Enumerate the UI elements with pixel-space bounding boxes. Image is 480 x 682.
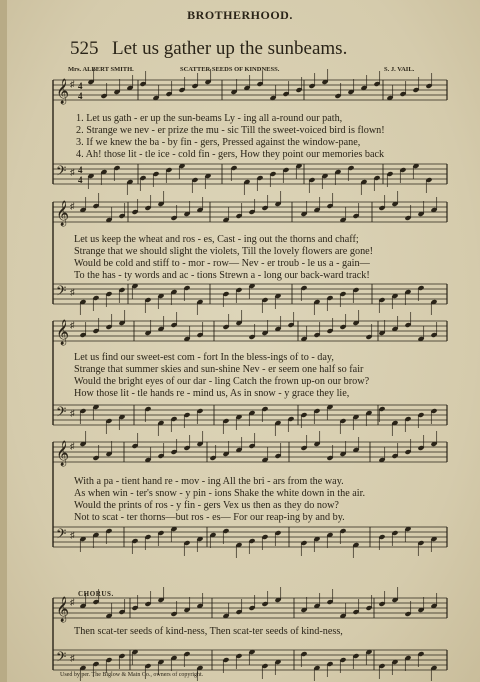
- sharp-sign: ♯: [70, 287, 75, 297]
- lyric-line: As when win - ter's snow - y pin - ions Shake the white down in the air.: [74, 488, 366, 499]
- lyric-line: Strange that we should slight the violets, Till the lovely flowers are gone!: [74, 246, 374, 257]
- sharp-sign: ♯: [70, 167, 75, 177]
- lyric-line: Not to scat - ter thorns—but ros - es— For our reap-ing by and by.: [74, 512, 345, 523]
- bass-clef: 𝄢: [56, 649, 67, 668]
- lyric-line: 1. Let us gath - er up the sun-beams Ly - ing all a-round our path,: [76, 113, 343, 124]
- sharp-sign: ♯: [70, 597, 75, 607]
- sharp-sign: ♯: [70, 79, 75, 89]
- treble-clef: 𝄞: [56, 441, 70, 466]
- hymn-title: Let us gather up the sunbeams.: [112, 38, 348, 59]
- bass-clef: 𝄢: [56, 283, 67, 302]
- chorus-lyric-line: Then scat-ter seeds of kind-ness, Then scat-ter seeds of kind-ness,: [74, 626, 343, 637]
- bass-clef: 𝄢: [56, 163, 67, 182]
- time-signature: 4: [78, 165, 83, 175]
- copyright-footer: Used by per. The Biglow & Main Co., owners of copyright.: [60, 672, 204, 678]
- hymn-number: 525: [70, 38, 99, 59]
- lyric-line: How those lit - tle hands re - mind us, As in snow - y grace they lie,: [74, 388, 350, 399]
- time-signature: 4: [78, 81, 83, 91]
- sharp-sign: ♯: [70, 530, 75, 540]
- lyric-line: Let us keep the wheat and ros - es, Cast - ing out the thorns and chaff;: [74, 234, 359, 245]
- sharp-sign: ♯: [70, 408, 75, 418]
- time-signature: 4: [78, 91, 83, 101]
- lyric-line: Strange that summer skies and sun-shine Nev - er seem one half so fair: [74, 364, 364, 375]
- treble-clef: 𝄞: [56, 597, 70, 622]
- lyric-line: 4. Ah! those lit - tle ice - cold fin - gers, How they point our memories back: [76, 149, 385, 160]
- lyric-line: Would the prints of ros - y fin - gers Vex us then as they do now?: [74, 500, 339, 511]
- time-signature: 4: [78, 175, 83, 185]
- section-title: BROTHERHOOD.: [187, 8, 293, 22]
- sharp-sign: ♯: [70, 201, 75, 211]
- bass-clef: 𝄢: [56, 404, 67, 423]
- lyric-line: Would the bright eyes of our dar - ling Catch the frown up-on our brow?: [74, 376, 370, 387]
- lyric-line: 3. If we knew the ba - by fin - gers, Pressed against the window-pane,: [76, 137, 361, 148]
- hymn-subtitle: SCATTER SEEDS OF KINDNESS.: [180, 66, 280, 73]
- lyric-line: Let us find our sweet-est com - fort In the bless-ings of to - day,: [74, 352, 334, 363]
- lyric-line: To the has - ty words and ac - tions Strewn a - long our back-ward track!: [74, 270, 370, 281]
- chorus-label: CHORUS.: [78, 590, 114, 598]
- bass-clef: 𝄢: [56, 526, 67, 545]
- sharp-sign: ♯: [70, 320, 75, 330]
- author-credit: Mrs. ALBERT SMITH.: [68, 66, 134, 73]
- composer-credit: S. J. VAIL.: [384, 66, 415, 73]
- lyric-line: With a pa - tient hand re - mov - ing All the bri - ars from the way.: [74, 476, 344, 487]
- sharp-sign: ♯: [70, 653, 75, 663]
- lyric-line: Would be cold and stiff to - mor - row— Nev - er troub - le us a - gain—: [74, 258, 370, 269]
- treble-clef: 𝄞: [56, 79, 70, 104]
- treble-clef: 𝄞: [56, 320, 70, 345]
- sharp-sign: ♯: [70, 441, 75, 451]
- treble-clef: 𝄞: [56, 201, 70, 226]
- lyric-line: 2. Strange we nev - er prize the mu - sic Till the sweet-voiced bird is flown!: [76, 125, 385, 136]
